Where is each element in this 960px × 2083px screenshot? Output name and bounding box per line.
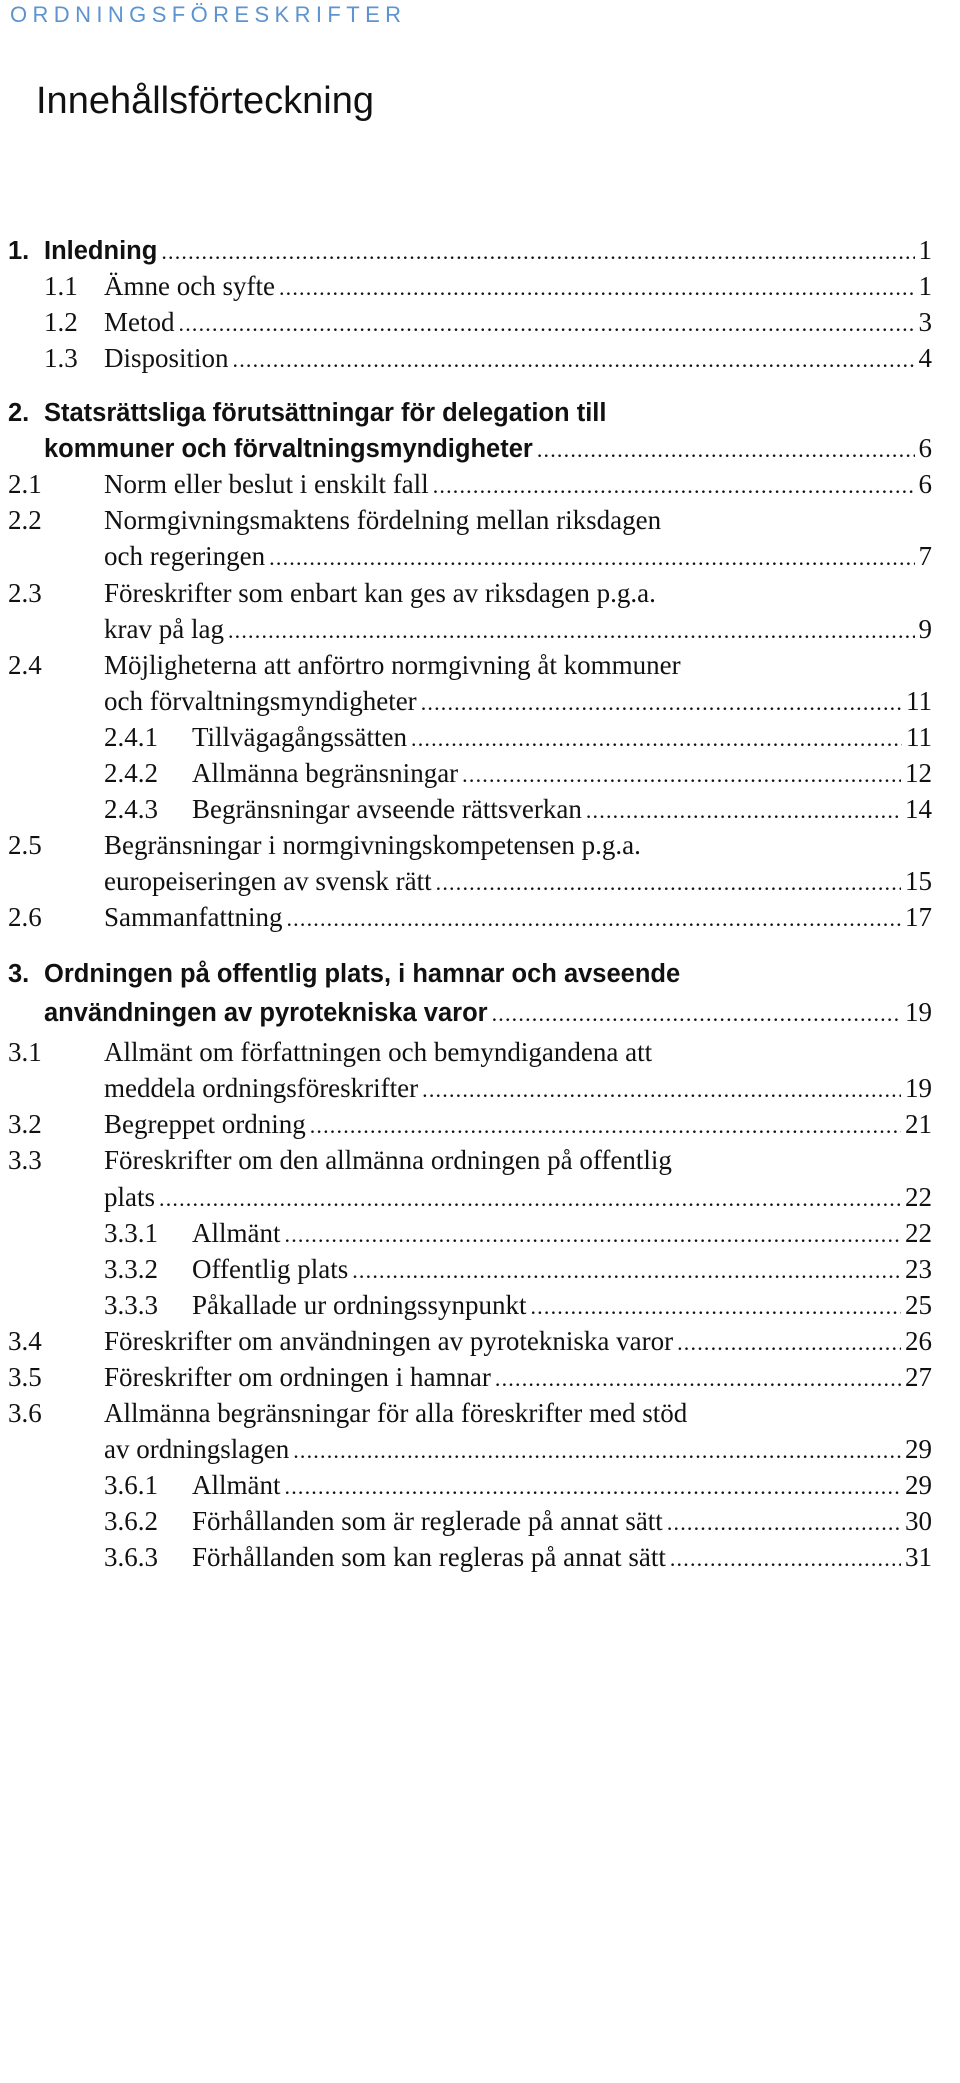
toc-entry-title: Begränsningar i normgivningskompetensen p.g.a. bbox=[104, 830, 641, 860]
toc-entry[interactable] bbox=[104, 1070, 932, 1108]
toc-entry-title: meddela ordningsföreskrifter bbox=[104, 1073, 419, 1103]
toc-entry-number: 3.3 bbox=[8, 1145, 42, 1175]
toc-entry[interactable] bbox=[8, 1106, 932, 1144]
toc-entry-page-number: 27 bbox=[905, 1362, 932, 1392]
toc-entry-title: Föreskrifter om användningen av pyrotekniska varor bbox=[104, 1326, 674, 1356]
toc-entry-title: Allmänna begränsningar bbox=[192, 758, 459, 788]
toc-entry[interactable] bbox=[104, 719, 932, 757]
toc-entry-title: Sammanfattning bbox=[104, 902, 283, 932]
toc-entry-number: 3.3.1 bbox=[104, 1218, 158, 1248]
toc-entry-page-number: 29 bbox=[905, 1434, 932, 1464]
toc-entry-title: Tillvägagångssätten bbox=[192, 722, 407, 752]
toc-entry[interactable] bbox=[8, 1359, 932, 1397]
toc-entry-title: och regeringen bbox=[104, 541, 266, 571]
toc-entry-title: Föreskrifter om den allmänna ordningen på offentlig bbox=[104, 1145, 672, 1175]
toc-entry-number: 3.6.3 bbox=[104, 1542, 158, 1572]
toc-entry[interactable] bbox=[8, 575, 656, 611]
dot-leader bbox=[436, 865, 901, 901]
toc-entry-page-number: 30 bbox=[905, 1506, 932, 1536]
page-title: Innehållsförteckning bbox=[36, 80, 374, 122]
toc-entry[interactable] bbox=[44, 268, 932, 306]
dot-leader bbox=[677, 1325, 901, 1361]
toc-entry-page-number: 22 bbox=[905, 1182, 932, 1212]
toc-entry-title: Föreskrifter om ordningen i hamnar bbox=[104, 1362, 491, 1392]
toc-entry[interactable] bbox=[104, 1215, 932, 1253]
toc-entry-title: europeiseringen av svensk rätt bbox=[104, 866, 432, 896]
toc-entry-number: 3.3.2 bbox=[104, 1254, 158, 1284]
dot-leader bbox=[279, 270, 915, 306]
dot-leader bbox=[179, 306, 915, 342]
toc-entry-number: 3.6.2 bbox=[104, 1506, 158, 1536]
toc-entry-number: 2.6 bbox=[8, 902, 42, 932]
toc-entry-title: Metod bbox=[104, 307, 175, 337]
toc-entry-title: Begreppet ordning bbox=[104, 1109, 306, 1139]
dot-leader bbox=[310, 1108, 901, 1144]
toc-entry-title: Norm eller beslut i enskilt fall bbox=[104, 469, 429, 499]
dot-leader bbox=[670, 1541, 901, 1577]
dot-leader bbox=[269, 540, 914, 576]
toc-entry-number: 3.6.1 bbox=[104, 1470, 158, 1500]
toc-entry-title: Föreskrifter som enbart kan ges av riksdagen p.g.a. bbox=[104, 578, 656, 608]
toc-entry-title: Ordningen på offentlig plats, i hamnar och avseende bbox=[44, 960, 681, 988]
toc-entry-page-number: 6 bbox=[918, 469, 932, 499]
toc-entry[interactable] bbox=[104, 863, 932, 901]
dot-leader bbox=[293, 1433, 901, 1469]
dot-leader bbox=[495, 1361, 901, 1397]
dot-leader bbox=[530, 1289, 901, 1325]
toc-entry[interactable] bbox=[104, 755, 932, 793]
toc-entry-title: Förhållanden som kan regleras på annat sätt bbox=[192, 1542, 666, 1572]
toc-entry[interactable] bbox=[104, 538, 932, 576]
toc-entry-number: 1.2 bbox=[44, 307, 78, 337]
toc-entry[interactable] bbox=[8, 1323, 932, 1361]
toc-entry[interactable] bbox=[104, 1539, 932, 1577]
toc-entry-number: 1. bbox=[8, 237, 30, 265]
toc-entry[interactable] bbox=[8, 232, 932, 270]
toc-entry[interactable] bbox=[8, 1142, 672, 1178]
toc-entry-title: Förhållanden som är reglerade på annat sätt bbox=[192, 1506, 663, 1536]
toc-entry-page-number: 29 bbox=[905, 1470, 932, 1500]
dot-leader bbox=[285, 1469, 902, 1505]
toc-entry-title: Normgivningsmaktens fördelning mellan riksdagen bbox=[104, 505, 662, 535]
toc-entry-title: Allmänna begränsningar för alla föreskrifter med stöd bbox=[104, 1398, 688, 1428]
toc-entry[interactable] bbox=[104, 1251, 932, 1289]
toc-entry-page-number: 1 bbox=[918, 235, 932, 265]
dot-leader bbox=[228, 613, 915, 649]
toc-entry[interactable] bbox=[8, 827, 641, 863]
toc-entry-number: 3.6 bbox=[8, 1398, 42, 1428]
toc-entry[interactable] bbox=[104, 1503, 932, 1541]
toc-entry-page-number: 19 bbox=[905, 1073, 932, 1103]
toc-entry-page-number: 19 bbox=[905, 997, 932, 1027]
toc-entry[interactable] bbox=[8, 899, 932, 937]
toc-entry-page-number: 25 bbox=[905, 1290, 932, 1320]
dot-leader bbox=[411, 721, 902, 757]
toc-entry[interactable] bbox=[104, 791, 932, 829]
toc-entry-number: 3.1 bbox=[8, 1037, 42, 1067]
dot-leader bbox=[286, 901, 901, 937]
dot-leader bbox=[161, 234, 914, 270]
toc-entry-number: 2.5 bbox=[8, 830, 42, 860]
toc-entry[interactable] bbox=[104, 1287, 932, 1325]
toc-entry[interactable] bbox=[8, 395, 606, 431]
toc-entry-title: Påkallade ur ordningssynpunkt bbox=[192, 1290, 527, 1320]
toc-entry-number: 2.4.3 bbox=[104, 794, 158, 824]
toc-entry-title: Inledning bbox=[44, 237, 158, 265]
toc-entry-page-number: 9 bbox=[918, 614, 932, 644]
toc-entry-title: Disposition bbox=[104, 343, 229, 373]
toc-entry-title: Allmänt om författningen och bemyndigandena att bbox=[104, 1037, 653, 1067]
toc-entry-page-number: 15 bbox=[905, 866, 932, 896]
dot-leader bbox=[586, 793, 901, 829]
toc-entry-number: 2.4.1 bbox=[104, 722, 158, 752]
dot-leader bbox=[667, 1505, 901, 1541]
toc-entry[interactable] bbox=[8, 502, 661, 538]
dot-leader bbox=[537, 432, 915, 468]
toc-entry-title: Allmänt bbox=[192, 1470, 281, 1500]
toc-entry-number: 3.2 bbox=[8, 1109, 42, 1139]
toc-entry[interactable] bbox=[8, 1395, 687, 1431]
toc-entry[interactable] bbox=[8, 1034, 652, 1070]
dot-leader bbox=[422, 1072, 901, 1108]
toc-entry-page-number: 26 bbox=[905, 1326, 932, 1356]
toc-entry-title: Allmänt bbox=[192, 1218, 281, 1248]
toc-entry-title: plats bbox=[104, 1182, 155, 1212]
toc-entry-number: 2.2 bbox=[8, 505, 42, 535]
toc-entry[interactable] bbox=[104, 1179, 932, 1217]
toc-entry-number: 3. bbox=[8, 960, 30, 988]
running-header: ORDNINGSFÖRESKRIFTER bbox=[10, 2, 407, 27]
toc-entry-page-number: 7 bbox=[918, 541, 932, 571]
toc-entry[interactable] bbox=[44, 304, 932, 342]
toc-entry-title: Begränsningar avseende rättsverkan bbox=[192, 794, 582, 824]
toc-entry-page-number: 6 bbox=[918, 433, 932, 463]
toc-entry-page-number: 11 bbox=[906, 686, 932, 716]
toc-entry[interactable] bbox=[44, 430, 932, 468]
toc-entry-title: Statsrättsliga förutsättningar för delegation till bbox=[44, 399, 607, 427]
toc-entry-number: 1.3 bbox=[44, 343, 78, 373]
toc-entry-title: Offentlig plats bbox=[192, 1254, 349, 1284]
toc-entry-page-number: 12 bbox=[905, 758, 932, 788]
toc-entry[interactable] bbox=[44, 340, 932, 378]
toc-entry-title: kommuner och förvaltningsmyndigheter bbox=[44, 435, 533, 463]
dot-leader bbox=[233, 342, 915, 378]
toc-entry-number: 2.4.2 bbox=[104, 758, 158, 788]
dot-leader bbox=[352, 1253, 901, 1289]
toc-entry-number: 2.1 bbox=[8, 469, 42, 499]
toc-entry[interactable] bbox=[8, 466, 932, 504]
toc-entry[interactable] bbox=[8, 647, 681, 683]
toc-entry-page-number: 14 bbox=[905, 794, 932, 824]
toc-entry-title: krav på lag bbox=[104, 614, 224, 644]
toc-entry-page-number: 1 bbox=[918, 271, 932, 301]
toc-entry-number: 2.3 bbox=[8, 578, 42, 608]
toc-entry-page-number: 21 bbox=[905, 1109, 932, 1139]
toc-entry[interactable] bbox=[104, 1431, 932, 1469]
toc-entry-title: Möjligheterna att anförtro normgivning åt kommuner bbox=[104, 650, 681, 680]
toc-entry-number: 3.4 bbox=[8, 1326, 42, 1356]
toc-entry-page-number: 3 bbox=[918, 307, 932, 337]
dot-leader bbox=[285, 1217, 902, 1253]
toc-entry[interactable] bbox=[104, 683, 932, 721]
toc-entry-page-number: 17 bbox=[905, 902, 932, 932]
toc-entry[interactable] bbox=[104, 1467, 932, 1505]
toc-entry-number: 3.3.3 bbox=[104, 1290, 158, 1320]
toc-entry-title: av ordningslagen bbox=[104, 1434, 290, 1464]
toc-entry-page-number: 23 bbox=[905, 1254, 932, 1284]
toc-entry-page-number: 31 bbox=[905, 1542, 932, 1572]
toc-entry-title: och förvaltningsmyndigheter bbox=[104, 686, 417, 716]
dot-leader bbox=[159, 1181, 901, 1217]
toc-entry[interactable] bbox=[8, 956, 680, 992]
toc-entry-page-number: 22 bbox=[905, 1218, 932, 1248]
dot-leader bbox=[433, 468, 915, 504]
toc-entry-page-number: 4 bbox=[918, 343, 932, 373]
dot-leader bbox=[462, 757, 901, 793]
toc-entry[interactable] bbox=[104, 611, 932, 649]
toc-entry-number: 2. bbox=[8, 399, 30, 427]
toc-entry-number: 3.5 bbox=[8, 1362, 42, 1392]
toc-entry-title: Ämne och syfte bbox=[104, 271, 275, 301]
toc-entry-number: 1.1 bbox=[44, 271, 78, 301]
toc-entry[interactable] bbox=[44, 994, 932, 1032]
dot-leader bbox=[492, 996, 901, 1032]
toc-entry-title: användningen av pyrotekniska varor bbox=[44, 999, 488, 1027]
dot-leader bbox=[421, 685, 902, 721]
toc-entry-page-number: 11 bbox=[906, 722, 932, 752]
toc-entry-number: 2.4 bbox=[8, 650, 42, 680]
